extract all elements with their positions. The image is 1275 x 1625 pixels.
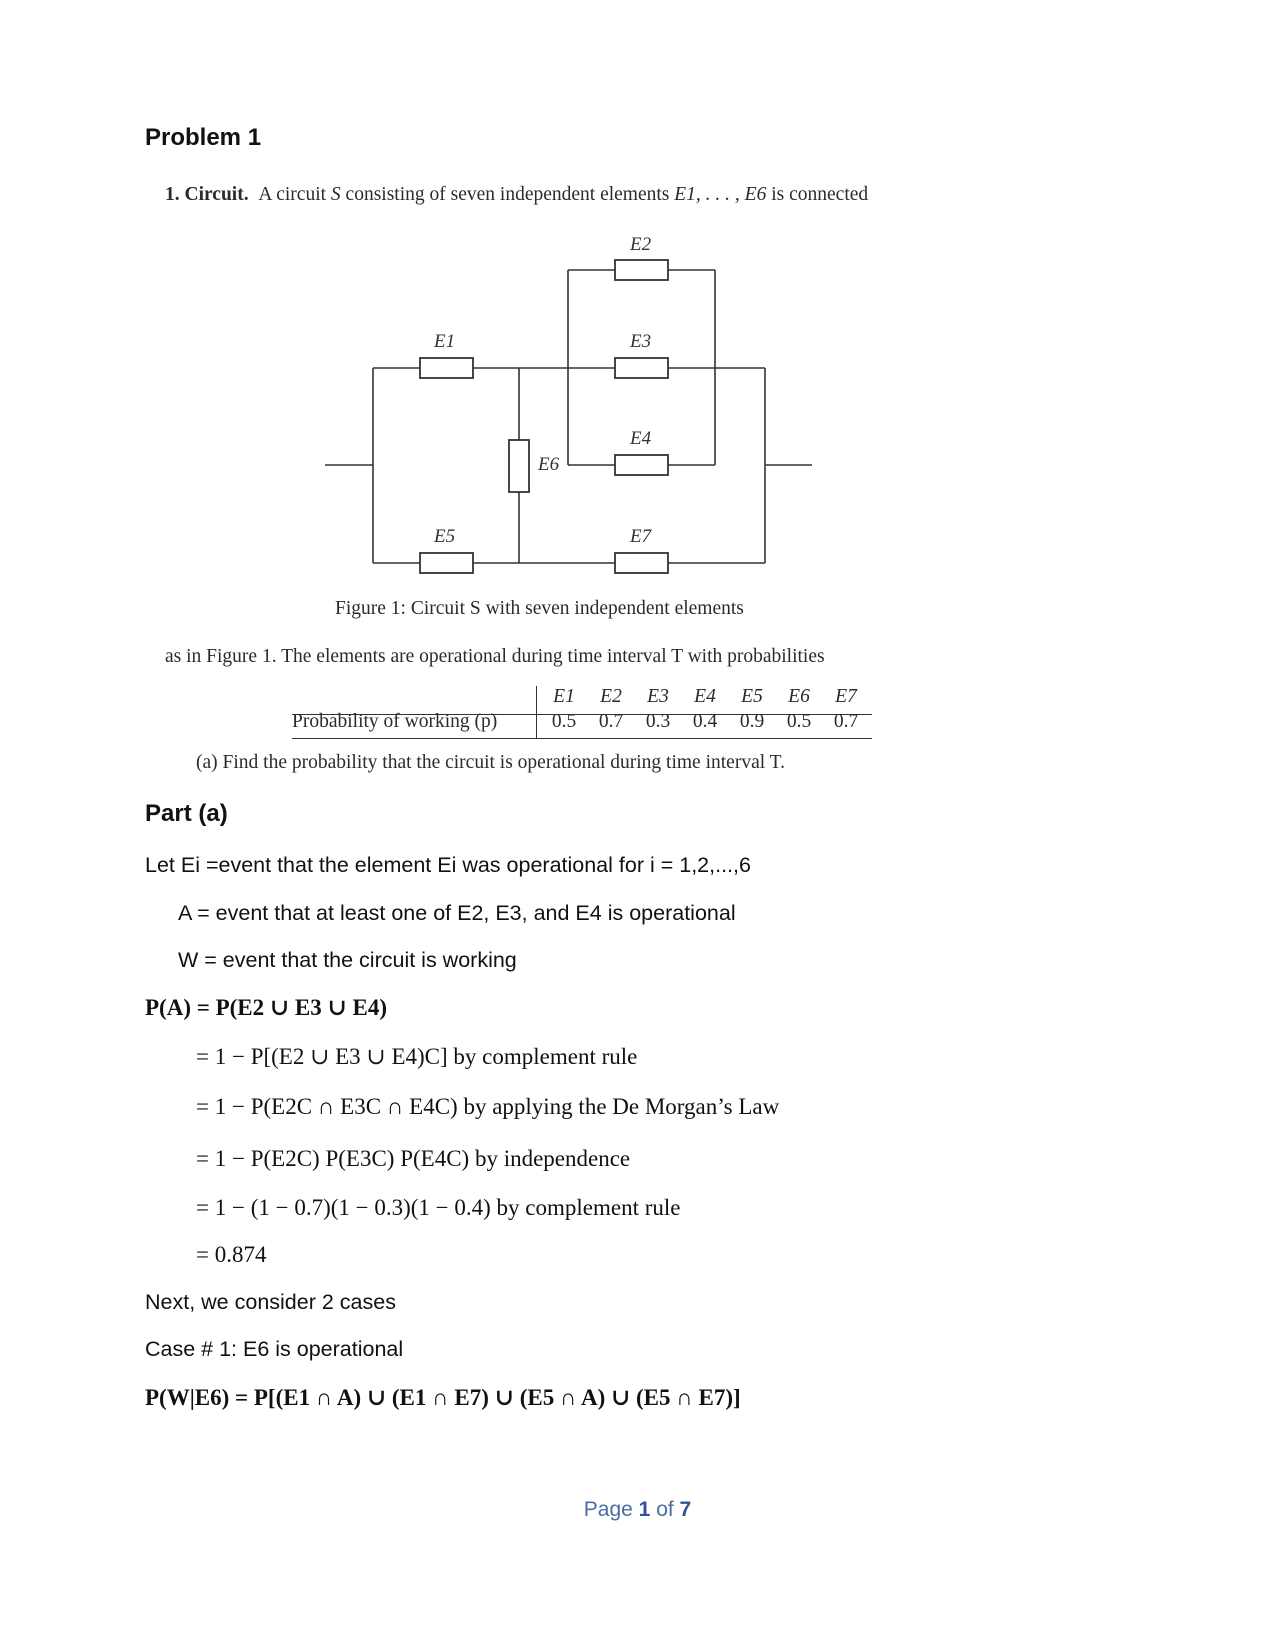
intro-s: S [330,184,341,205]
resistor-e5 [420,553,473,573]
footer-page-word: Page [583,1498,633,1521]
table-value-cell: 0.5 [551,711,577,732]
intro-title: Circuit. [184,184,249,205]
table-value-cell: 0.7 [598,711,624,732]
label-e7: E7 [630,526,652,547]
table-header-cell: E5 [741,686,763,707]
intro-line [165,184,868,206]
table-header-cell: E1 [553,686,575,707]
intro-text-a: A circuit [258,184,331,205]
resistor-e7 [615,553,668,573]
label-e5: E5 [434,526,456,547]
probability-table [292,686,897,738]
next-text: Next, we consider 2 cases [145,1290,396,1314]
table-header-cell: E7 [835,686,857,707]
table-value-cell: 0.7 [833,711,859,732]
resistor-e1 [420,358,473,378]
case-1: Case # 1: E6 is operational [145,1337,404,1361]
label-e6: E6 [538,454,560,475]
part-a-heading: Part (a) [145,800,228,827]
question-a: (a) Find the probability that the circuit is operational during time interval T. [196,752,785,773]
table-value-cell: 0.4 [692,711,718,732]
step-2: = 1 − P(E2C ∩ E3C ∩ E4C) by applying the De Morgan’s Law [196,1094,780,1119]
table-row-label: Probability of working (p) [292,711,498,732]
step-pa: P(A) = P(E2 ∪ E3 ∪ E4) [145,995,388,1020]
step-1: = 1 − P[(E2 ∪ E3 ∪ E4)C] by complement rule [196,1044,638,1069]
conditional-equation: P(W|E6) = P[(E1 ∩ A) ∪ (E1 ∩ E7) ∪ (E5 ∩ A) ∪ (E5 ∩ E7)] [145,1385,741,1410]
resistor-e2 [615,260,668,280]
step-3: = 1 − P(E2C) P(E3C) P(E4C) by independence [196,1146,631,1171]
footer-total-pages: 7 [679,1498,692,1521]
table-header-cell: E4 [694,686,716,707]
resistor-e4 [615,455,668,475]
definition-w: W = event that the circuit is working [178,948,517,972]
resistor-e3 [615,358,668,378]
intro-continuation: as in Figure 1. The elements are operational during time interval T with probabilities [165,646,825,667]
problem-heading: Problem 1 [145,124,262,151]
label-e2: E2 [630,234,652,255]
step-5: = 0.874 [196,1242,267,1267]
label-e4: E4 [630,428,652,449]
definition-a: A = event that at least one of E2, E3, and E4 is operational [178,901,736,925]
intro-text-c: is connected [766,184,869,205]
table-header-cell: E3 [647,686,669,707]
table-header-cell: E2 [600,686,622,707]
label-e3: E3 [630,331,652,352]
footer-current-page: 1 [638,1498,651,1521]
table-value-cell: 0.9 [739,711,765,732]
table-value-cell: 0.5 [786,711,812,732]
footer-of-word: of [656,1498,674,1521]
step-4: = 1 − (1 − 0.7)(1 − 0.3)(1 − 0.4) by complement rule [196,1195,681,1220]
definition-ei: Let Ei =event that the element Ei was operational for i = 1,2,...,6 [145,853,751,877]
table-value-cell: 0.3 [645,711,671,732]
page-footer [0,1498,1275,1522]
intro-text-b: consisting of seven independent elements [340,184,675,205]
circuit-diagram [320,230,820,580]
label-e1: E1 [434,331,456,352]
intro-number: 1. [165,184,180,205]
resistor-e6 [509,440,529,492]
intro-elements: E1, . . . , E6 [674,184,767,205]
table-header-cell: E6 [788,686,810,707]
figure-caption: Figure 1: Circuit S with seven independent elements [335,598,744,619]
